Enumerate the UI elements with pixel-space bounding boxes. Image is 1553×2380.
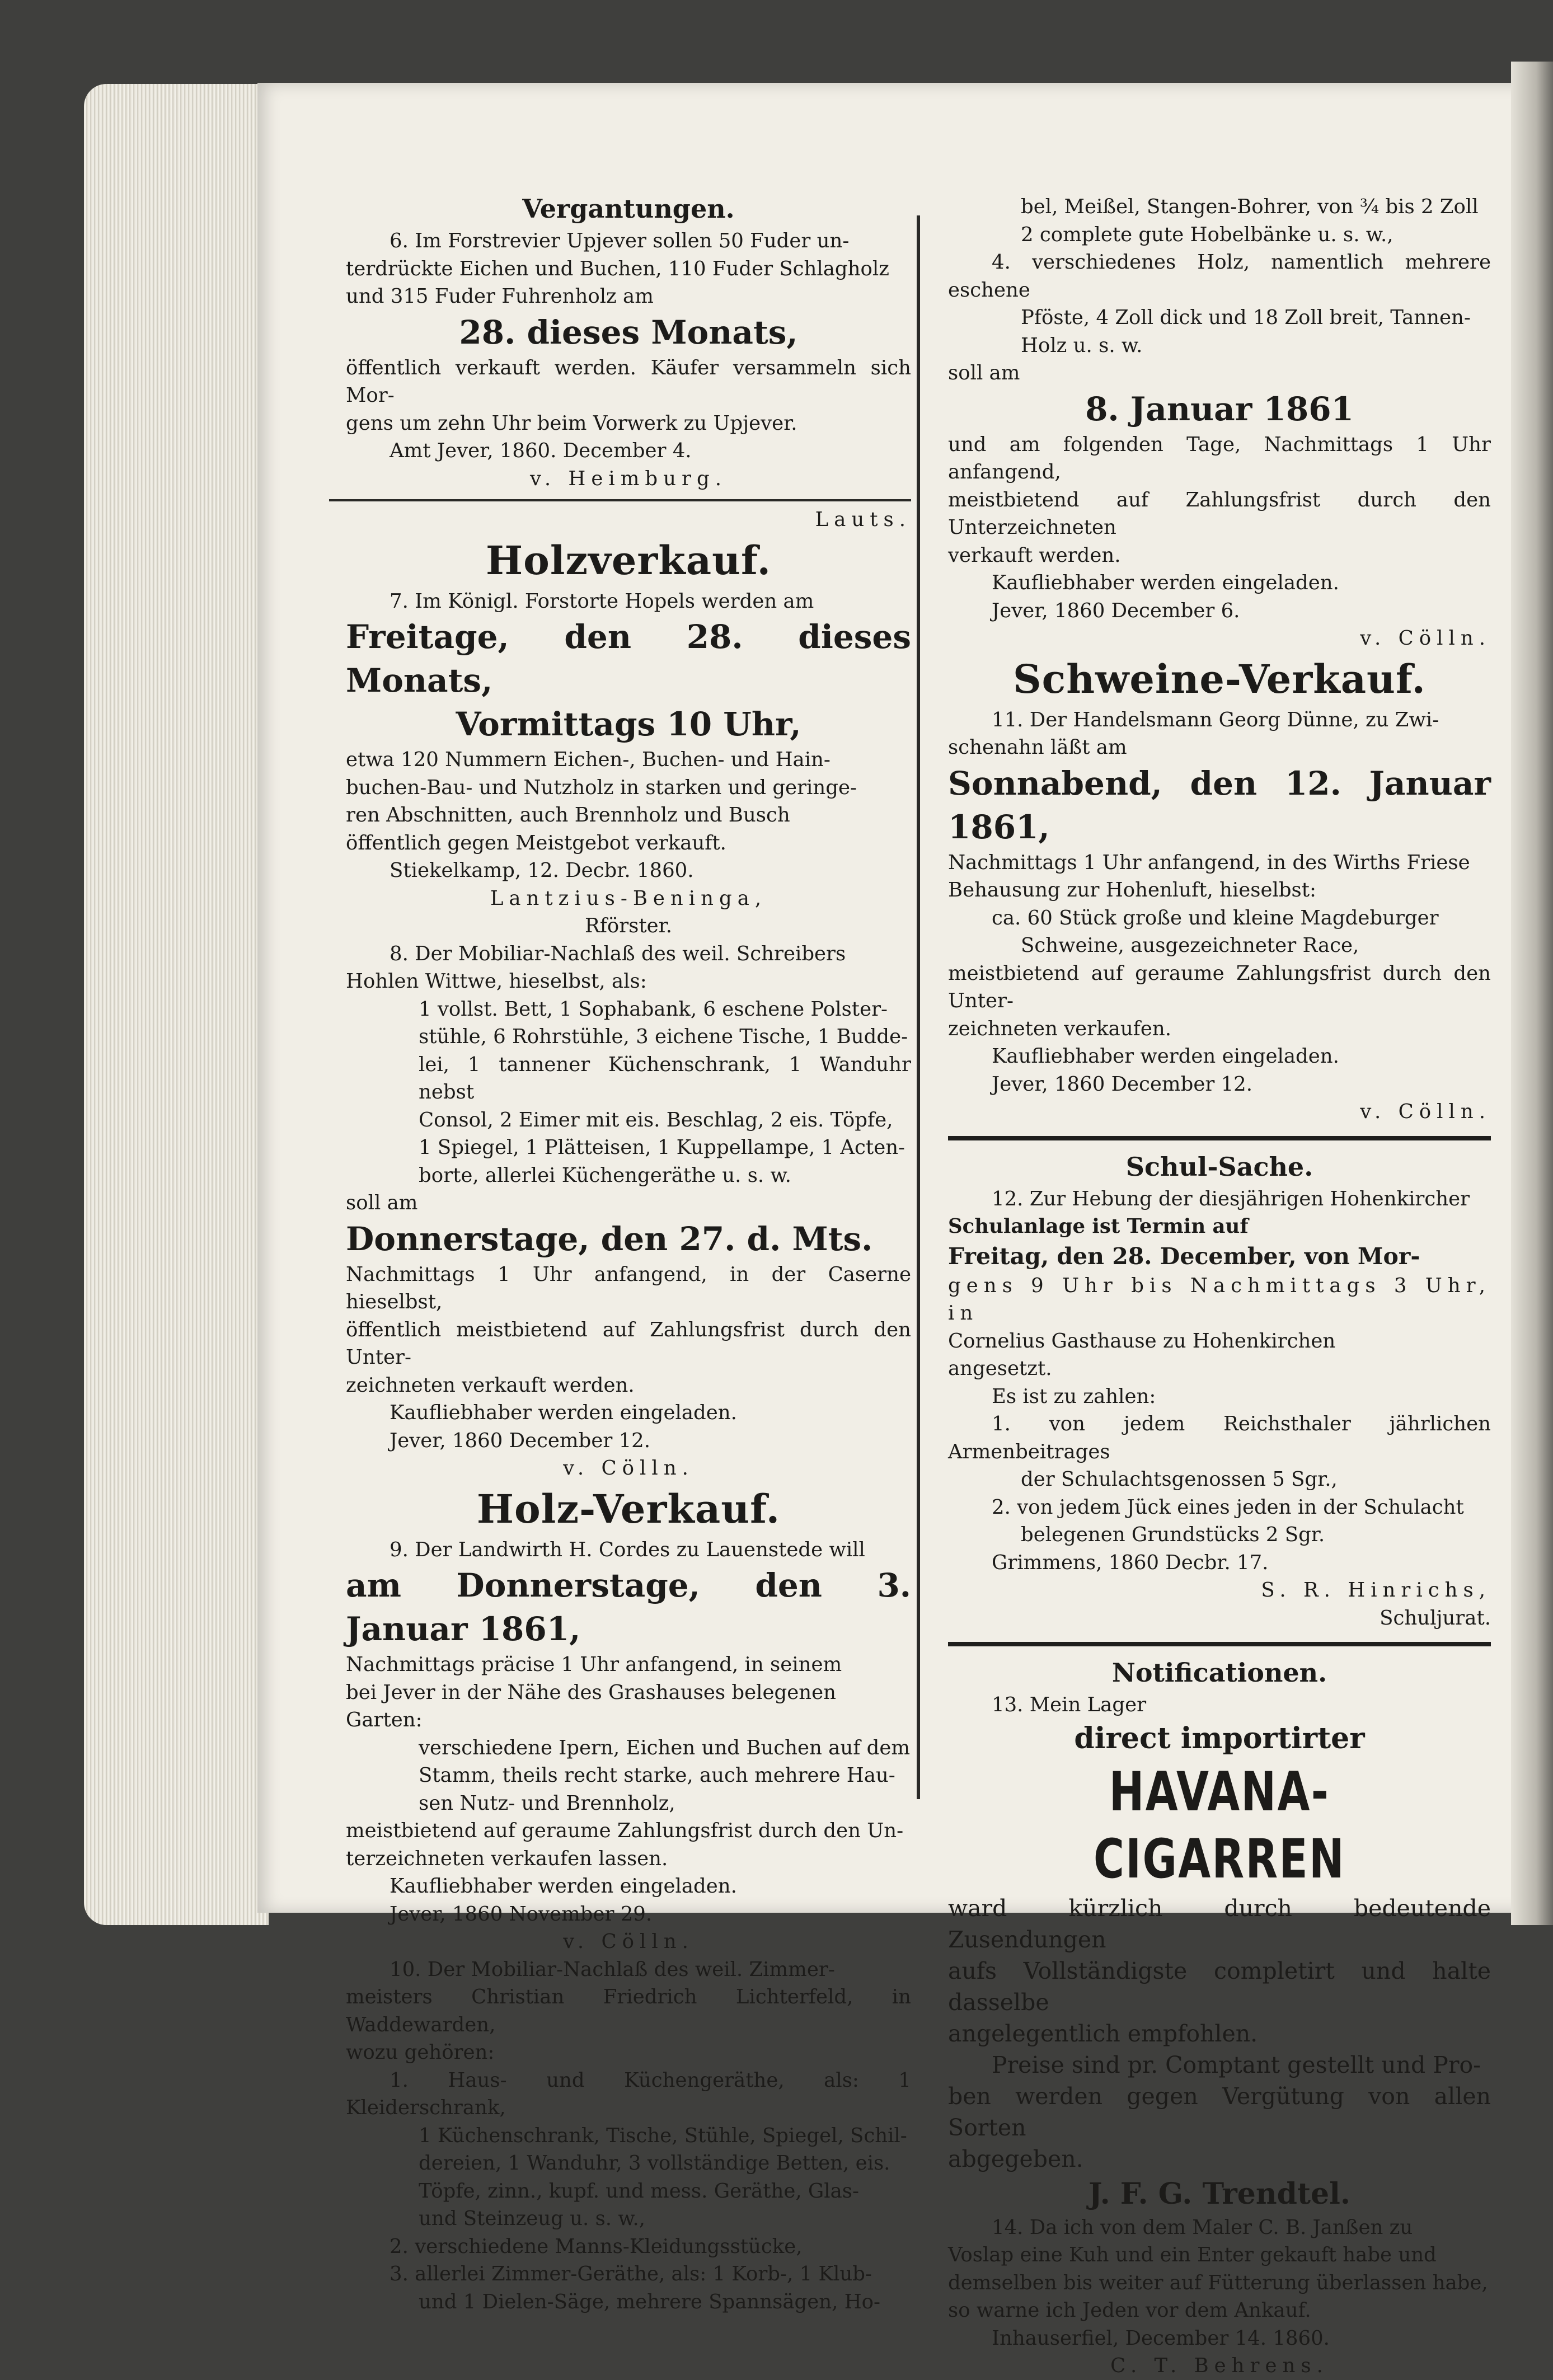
notice-11-item: ca. 60 Stück große und kleine Magdeburger bbox=[992, 906, 1439, 930]
notice-10-item: Töpfe, zinn., kupf. und mess. Geräthe, Glas- bbox=[419, 2179, 860, 2203]
notice-10-continued: 4. verschiedenes Holz, namentlich mehrere eschene bbox=[948, 251, 1491, 302]
notice-13-havana-cigarren: HAVANA-CIGARREN bbox=[1093, 1760, 1346, 1890]
notice-12-place: Grimmens, 1860 Decbr. 17. bbox=[992, 1551, 1269, 1574]
notice-6-line: öffentlich verkauft werden. Käufer versammeln sich Mor- bbox=[346, 356, 911, 407]
notice-9-line: Nachmittags präcise 1 Uhr anfangend, in seinem bbox=[346, 1653, 842, 1676]
separator-rule bbox=[948, 1642, 1491, 1646]
notice-8-invite: Kaufliebhaber werden eingeladen. bbox=[390, 1401, 737, 1424]
right-column bbox=[948, 193, 1491, 2380]
notice-13-signature: J. F. G. Trendtel. bbox=[1088, 2176, 1350, 2211]
notice-6-place: Amt Jever, 1860. December 4. bbox=[390, 439, 692, 462]
notice-14-line: Voslap eine Kuh und ein Enter gekauft habe und bbox=[948, 2243, 1437, 2266]
notice-8-line: öffentlich meistbietend auf Zahlungsfrist durch den Unter- bbox=[346, 1318, 911, 1369]
book-gutter bbox=[1511, 62, 1553, 1925]
column-divider bbox=[917, 215, 920, 1799]
notice-9-date: am Donnerstage, den 3. Januar 1861, bbox=[346, 1566, 911, 1648]
notice-7-date: Freitage, den 28. dieses Monats, bbox=[346, 618, 911, 700]
notice-14-line: demselben bis weiter auf Fütterung überlassen habe, bbox=[948, 2271, 1488, 2294]
notice-7-line: ren Abschnitten, auch Brennholz und Busch bbox=[346, 804, 790, 827]
section-heading-schul-sache: Schul-Sache. bbox=[1125, 1151, 1313, 1182]
notice-10-sollam: soll am bbox=[948, 362, 1020, 384]
section-heading-vergantungen: Vergantungen. bbox=[522, 194, 735, 224]
notice-12-line: Schulanlage ist Termin auf bbox=[948, 1215, 1249, 1238]
notice-10-continued: Pföste, 4 Zoll dick und 18 Zoll breit, Tannen- bbox=[1021, 306, 1471, 329]
notice-9-line: terzeichneten verkaufen lassen. bbox=[346, 1847, 668, 1870]
notice-8-place: Jever, 1860 December 12. bbox=[390, 1429, 651, 1452]
notice-11-line: zeichneten verkaufen. bbox=[948, 1017, 1171, 1040]
notice-12-item: 2. von jedem Jück eines jeden in der Schulacht bbox=[992, 1495, 1464, 1519]
notice-11-place: Jever, 1860 December 12. bbox=[992, 1072, 1253, 1096]
notice-13-direct-importirter: direct importirter bbox=[1074, 1721, 1365, 1755]
section-heading-holzverkauf: Holzverkauf. bbox=[486, 537, 771, 584]
notice-14-signature: C. T. Behrens. bbox=[1110, 2354, 1329, 2377]
notice-7-line: 7. Im Königl. Forstorte Hopels werden am bbox=[390, 589, 814, 613]
notice-8-item: stühle, 6 Rohrstühle, 3 eichene Tische, 1 Budde- bbox=[419, 1025, 908, 1048]
notice-7-line: öffentlich gegen Meistgebot verkauft. bbox=[346, 831, 726, 855]
notice-9-place: Jever, 1860 November 29. bbox=[390, 1902, 653, 1926]
notice-11-line: Behausung zur Hohenluft, hieselbst: bbox=[948, 879, 1316, 902]
notice-10-line: meistbietend auf Zahlungsfrist durch den Unterzeichneten bbox=[948, 488, 1491, 539]
notice-6-line: gens um zehn Uhr beim Vorwerk zu Upjever. bbox=[346, 411, 797, 435]
notice-11-line: meistbietend auf geraume Zahlungsfrist durch den Unter- bbox=[948, 961, 1491, 1012]
notice-8-item: 1 vollst. Bett, 1 Sophabank, 6 eschene Polster- bbox=[419, 997, 888, 1021]
notice-8-line: Nachmittags 1 Uhr anfangend, in der Caserne hieselbst, bbox=[346, 1262, 911, 1313]
notice-10-item: 1 Küchenschrank, Tische, Stühle, Spiegel, Schil- bbox=[419, 2124, 907, 2147]
notice-13-line: Preise sind pr. Comptant gestellt und Pro- bbox=[992, 2051, 1481, 2078]
notice-10-item: 3. allerlei Zimmer-Geräthe, als: 1 Korb-, 1 Klub- bbox=[390, 2262, 872, 2285]
notice-11-line: Nachmittags 1 Uhr anfangend, in des Wirths Friese bbox=[948, 851, 1470, 874]
notice-12-item: belegenen Grundstücks 2 Sgr. bbox=[1021, 1523, 1325, 1546]
notice-6-signature: v. Heimburg. bbox=[530, 467, 727, 490]
section-heading-notificationen: Notificationen. bbox=[1111, 1658, 1327, 1688]
left-column bbox=[346, 190, 911, 2316]
section-heading-holz-verkauf: Holz-Verkauf. bbox=[476, 1485, 781, 1532]
notice-10-line: verkauft werden. bbox=[948, 543, 1121, 567]
notice-10-item: 1. Haus- und Küchengeräthe, als: 1 Kleiderschrank, bbox=[346, 2068, 911, 2119]
notice-6-signature-2: Lauts. bbox=[815, 508, 911, 531]
notice-10-continued: Holz u. s. w. bbox=[1021, 334, 1143, 357]
notice-13-line: ben werden gegen Vergütung von allen Sorten bbox=[948, 2082, 1491, 2141]
notice-9-item: Stamm, theils recht starke, auch mehrere Hau- bbox=[419, 1764, 895, 1787]
notice-14-line: so warne ich Jeden vor dem Ankauf. bbox=[948, 2299, 1311, 2322]
notice-11-invite: Kaufliebhaber werden eingeladen. bbox=[992, 1045, 1339, 1068]
notice-9-signature: v. Cölln. bbox=[563, 1930, 694, 1953]
notice-7-line: etwa 120 Nummern Eichen-, Buchen- und Hain- bbox=[346, 748, 831, 771]
notice-10-line: und am folgenden Tage, Nachmittags 1 Uhr anfangend, bbox=[948, 433, 1491, 483]
notice-12-role: Schuljurat. bbox=[1380, 1606, 1491, 1630]
notice-7-signature: Lantzius-Beninga, bbox=[490, 886, 767, 910]
notice-8-line: zeichneten verkauft werden. bbox=[346, 1373, 635, 1397]
notice-8-item: 1 Spiegel, 1 Plätteisen, 1 Kuppellampe, 1 Acten- bbox=[419, 1136, 905, 1159]
notice-12-item: der Schulachtsgenossen 5 Sgr., bbox=[1021, 1468, 1338, 1491]
notice-14-place: Inhauserfiel, December 14. 1860. bbox=[992, 2326, 1330, 2350]
notice-6-line: und 315 Fuder Fuhrenholz am bbox=[346, 285, 654, 308]
notice-13-line: 13. Mein Lager bbox=[992, 1693, 1147, 1716]
notice-10-continued: bel, Meißel, Stangen-Bohrer, von ¾ bis 2 Zoll bbox=[1021, 195, 1479, 218]
notice-9-line: bei Jever in der Nähe des Grashauses belegenen bbox=[346, 1680, 836, 1704]
notice-10-date: 8. Januar 1861 bbox=[1085, 389, 1354, 428]
notice-8-signature: v. Cölln. bbox=[563, 1457, 694, 1480]
notice-12-item: 1. von jedem Reichsthaler jährlichen Armenbeitrages bbox=[948, 1412, 1491, 1463]
notice-13-line: abgegeben. bbox=[948, 2145, 1083, 2172]
notice-9-item: sen Nutz- und Brennholz, bbox=[419, 1791, 675, 1815]
notice-11-date: Sonnabend, den 12. Januar 1861, bbox=[948, 764, 1491, 846]
notice-9-line: meistbietend auf geraume Zahlungsfrist durch den Un- bbox=[346, 1819, 904, 1842]
notice-8-line: Hohlen Wittwe, hieselbst, als: bbox=[346, 970, 647, 993]
notice-11-item: Schweine, ausgezeichneter Race, bbox=[1021, 934, 1359, 957]
notice-13-line: ward kürzlich durch bedeutende Zusendungen bbox=[948, 1894, 1491, 1953]
notice-10-line: wozu gehören: bbox=[346, 2041, 495, 2064]
notice-10-signature: v. Cölln. bbox=[1360, 627, 1491, 650]
notice-12-line: Cornelius Gasthause zu Hohenkirchen bbox=[948, 1329, 1336, 1353]
notice-12-signature: S. R. Hinrichs, bbox=[1261, 1579, 1491, 1602]
notice-10-line: meisters Christian Friedrich Lichterfeld, in Waddewarden, bbox=[346, 1985, 911, 2036]
notice-6-date: 28. dieses Monats, bbox=[459, 313, 798, 351]
notice-12-es: Es ist zu zahlen: bbox=[992, 1384, 1156, 1408]
notice-6-line: terdrückte Eichen und Buchen, 110 Fuder Schlagholz bbox=[346, 257, 889, 280]
notice-9-line: Garten: bbox=[346, 1708, 423, 1731]
notice-6-line: 6. Im Forstrevier Upjever sollen 50 Fuder un- bbox=[390, 229, 850, 252]
notice-10-continued: 2 complete gute Hobelbänke u. s. w., bbox=[1021, 223, 1394, 246]
separator-rule bbox=[948, 1136, 1491, 1140]
notice-10-item: 2. verschiedene Manns-Kleidungsstücke, bbox=[390, 2235, 803, 2258]
notice-12-date: Freitag, den 28. December, von Mor- bbox=[948, 1242, 1420, 1270]
notice-8-line: 8. Der Mobiliar-Nachlaß des weil. Schreibers bbox=[390, 942, 846, 965]
notice-11-signature: v. Cölln. bbox=[1360, 1100, 1491, 1123]
notice-12-line: angesetzt. bbox=[948, 1357, 1052, 1380]
notice-11-line: schenahn läßt am bbox=[948, 736, 1127, 759]
notice-11-line: 11. Der Handelsmann Georg Dünne, zu Zwi- bbox=[992, 708, 1439, 731]
notice-8-item: lei, 1 tannener Küchenschrank, 1 Wanduhr nebst bbox=[419, 1053, 911, 1104]
separator-rule bbox=[329, 499, 911, 501]
notice-10-line: 10. Der Mobiliar-Nachlaß des weil. Zimmer- bbox=[390, 1957, 835, 1981]
notice-13-line: aufs Vollständigste completirt und halte dasselbe bbox=[948, 1957, 1491, 2016]
book-page-edges bbox=[84, 84, 269, 1925]
notice-7-line: buchen-Bau- und Nutzholz in starken und geringe- bbox=[346, 776, 857, 799]
notice-7-place: Stiekelkamp, 12. Decbr. 1860. bbox=[390, 859, 694, 882]
notice-10-invite: Kaufliebhaber werden eingeladen. bbox=[992, 571, 1339, 594]
notice-7-role: Rförster. bbox=[584, 914, 673, 937]
notice-10-item: dereien, 1 Wanduhr, 3 vollständige Betten, eis. bbox=[419, 2152, 890, 2175]
notice-13-line: angelegentlich empfohlen. bbox=[948, 2020, 1258, 2047]
notice-10-place: Jever, 1860 December 6. bbox=[992, 599, 1240, 622]
notice-8-item: Consol, 2 Eimer mit eis. Beschlag, 2 eis. Töpfe, bbox=[419, 1108, 893, 1132]
notice-9-invite: Kaufliebhaber werden eingeladen. bbox=[390, 1875, 737, 1898]
notice-9-line: 9. Der Landwirth H. Cordes zu Lauenstede will bbox=[390, 1538, 865, 1561]
notice-10-item: und Steinzeug u. s. w., bbox=[419, 2207, 646, 2230]
notice-7-time: Vormittags 10 Uhr, bbox=[456, 705, 801, 743]
notice-8-item: borte, allerlei Küchengeräthe u. s. w. bbox=[419, 1163, 791, 1187]
notice-10-item: und 1 Dielen-Säge, mehrere Spannsägen, Ho- bbox=[419, 2290, 881, 2313]
notice-12-line: 12. Zur Hebung der diesjährigen Hohenkircher bbox=[992, 1187, 1470, 1210]
section-heading-schweine-verkauf: Schweine-Verkauf. bbox=[1013, 655, 1426, 702]
notice-8-date: Donnerstage, den 27. d. Mts. bbox=[346, 1219, 873, 1258]
notice-9-item: verschiedene Ipern, Eichen und Buchen auf dem bbox=[419, 1736, 911, 1759]
notice-12-line: gens 9 Uhr bis Nachmittags 3 Uhr, in bbox=[948, 1274, 1491, 1325]
notice-14-line: 14. Da ich von dem Maler C. B. Janßen zu bbox=[992, 2215, 1413, 2239]
notice-8-sollam: soll am bbox=[346, 1191, 418, 1214]
